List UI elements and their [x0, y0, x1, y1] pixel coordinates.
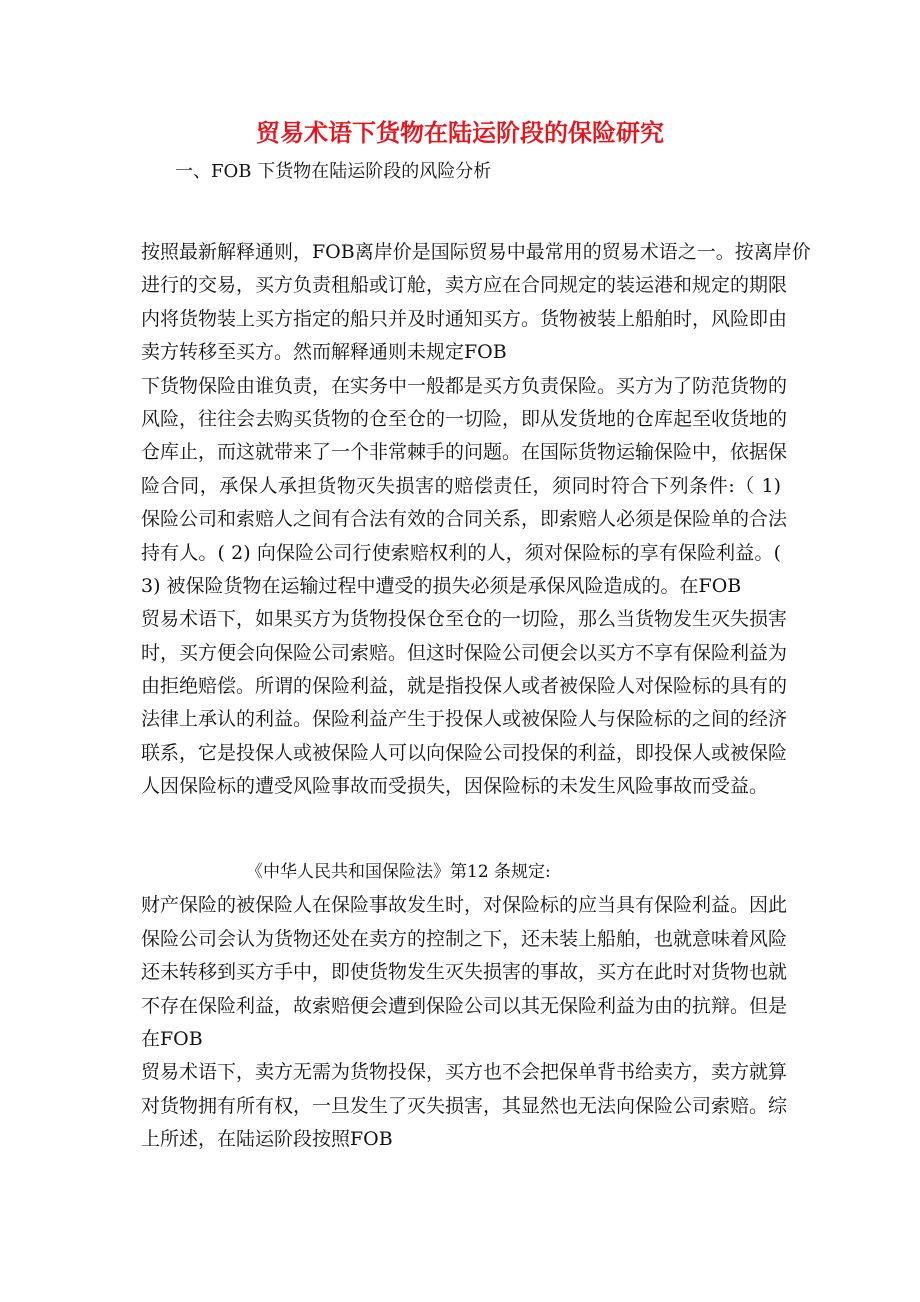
text-line: 3) 被保险货物在运输过程中遭受的损失必须是承保风险造成的。在FOB [141, 574, 742, 597]
text-line: 法律上承认的利益。保险利益产生于投保人或被保险人与保险标的之间的经济 [141, 708, 788, 731]
paragraph-1 [141, 236, 811, 804]
text-line: 持有人。( 2) 向保险公司行使索赔权利的人，须对保险标的享有保险利益。( [141, 541, 781, 564]
text-line: 时，买方便会向保险公司索赔。但这时保险公司便会以买方不享有保险利益为 [141, 641, 788, 664]
text-line: 进行的交易，买方负责租船或订舱，卖方应在合同规定的装运港和规定的期限 [141, 274, 788, 297]
section-heading: 一、FOB 下货物在陆运阶段的风险分析 [175, 161, 492, 182]
law-citation: 《中华人民共和国保险法》第12 条规定: [246, 862, 551, 882]
text-line: 保险公司和索赔人之间有合法有效的合同关系，即索赔人必须是保险单的合法 [141, 508, 788, 531]
text-line: 仓库止，而这就带来了一个非常棘手的问题。在国际货物运输保险中，依据保 [141, 441, 788, 464]
text-line: 联系，它是投保人或被保险人可以向保险公司投保的利益，即投保人或被保险 [141, 741, 788, 764]
text-line: 上所述，在陆运阶段按照FOB [141, 1128, 393, 1151]
text-line: 贸易术语下，卖方无需为货物投保，买方也不会把保单背书给卖方，卖方就算 [141, 1061, 788, 1084]
text-line: 在FOB [141, 1027, 203, 1050]
text-line: 险合同，承保人承担货物灭失损害的赔偿责任，须同时符合下列条件:（ 1) [141, 474, 781, 497]
text-line: 保险公司会认为货物还处在卖方的控制之下，还未装上船舶，也就意味着风险 [141, 927, 788, 950]
text-line: 还未转移到买方手中，即使货物发生灭失损害的事故，买方在此时对货物也就 [141, 961, 788, 984]
text-line: 风险，往往会去购买货物的仓至仓的一切险，即从发货地的仓库起至收货地的 [141, 407, 788, 430]
text-line: 人因保险标的遭受风险事故而受损失，因保险标的未发生风险事故而受益。 [141, 775, 769, 798]
text-line: 对货物拥有所有权，一旦发生了灭失损害，其显然也无法向保险公司索赔。综 [141, 1094, 788, 1117]
text-line: 内将货物装上买方指定的船只并及时通知买方。货物被装上船舶时，风险即由 [141, 307, 788, 330]
document-title: 贸易术语下货物在陆运阶段的保险研究 [256, 119, 664, 147]
text-line: 按照最新解释通则，FOB离岸价是国际贸易中最常用的贸易术语之一。按离岸价 [141, 241, 811, 263]
text-line: 下货物保险由谁负责，在实务中一般都是买方负责保险。买方为了防范货物的 [141, 374, 788, 397]
text-line: 贸易术语下，如果买方为货物投保仓至仓的一切险，那么当货物发生灭失损害 [141, 608, 788, 631]
paragraph-2 [141, 856, 788, 1157]
text-line: 不存在保险利益，故索赔便会遭到保险公司以其无保险利益为由的抗辩。但是 [141, 994, 788, 1017]
text-line: 财产保险的被保险人在保险事故发生时，对保险标的应当具有保险利益。因此 [141, 894, 788, 917]
text-line: 由拒绝赔偿。所谓的保险利益，就是指投保人或者被保险人对保险标的具有的 [141, 675, 788, 698]
text-line: 卖方转移至买方。然而解释通则未规定FOB [141, 341, 507, 364]
